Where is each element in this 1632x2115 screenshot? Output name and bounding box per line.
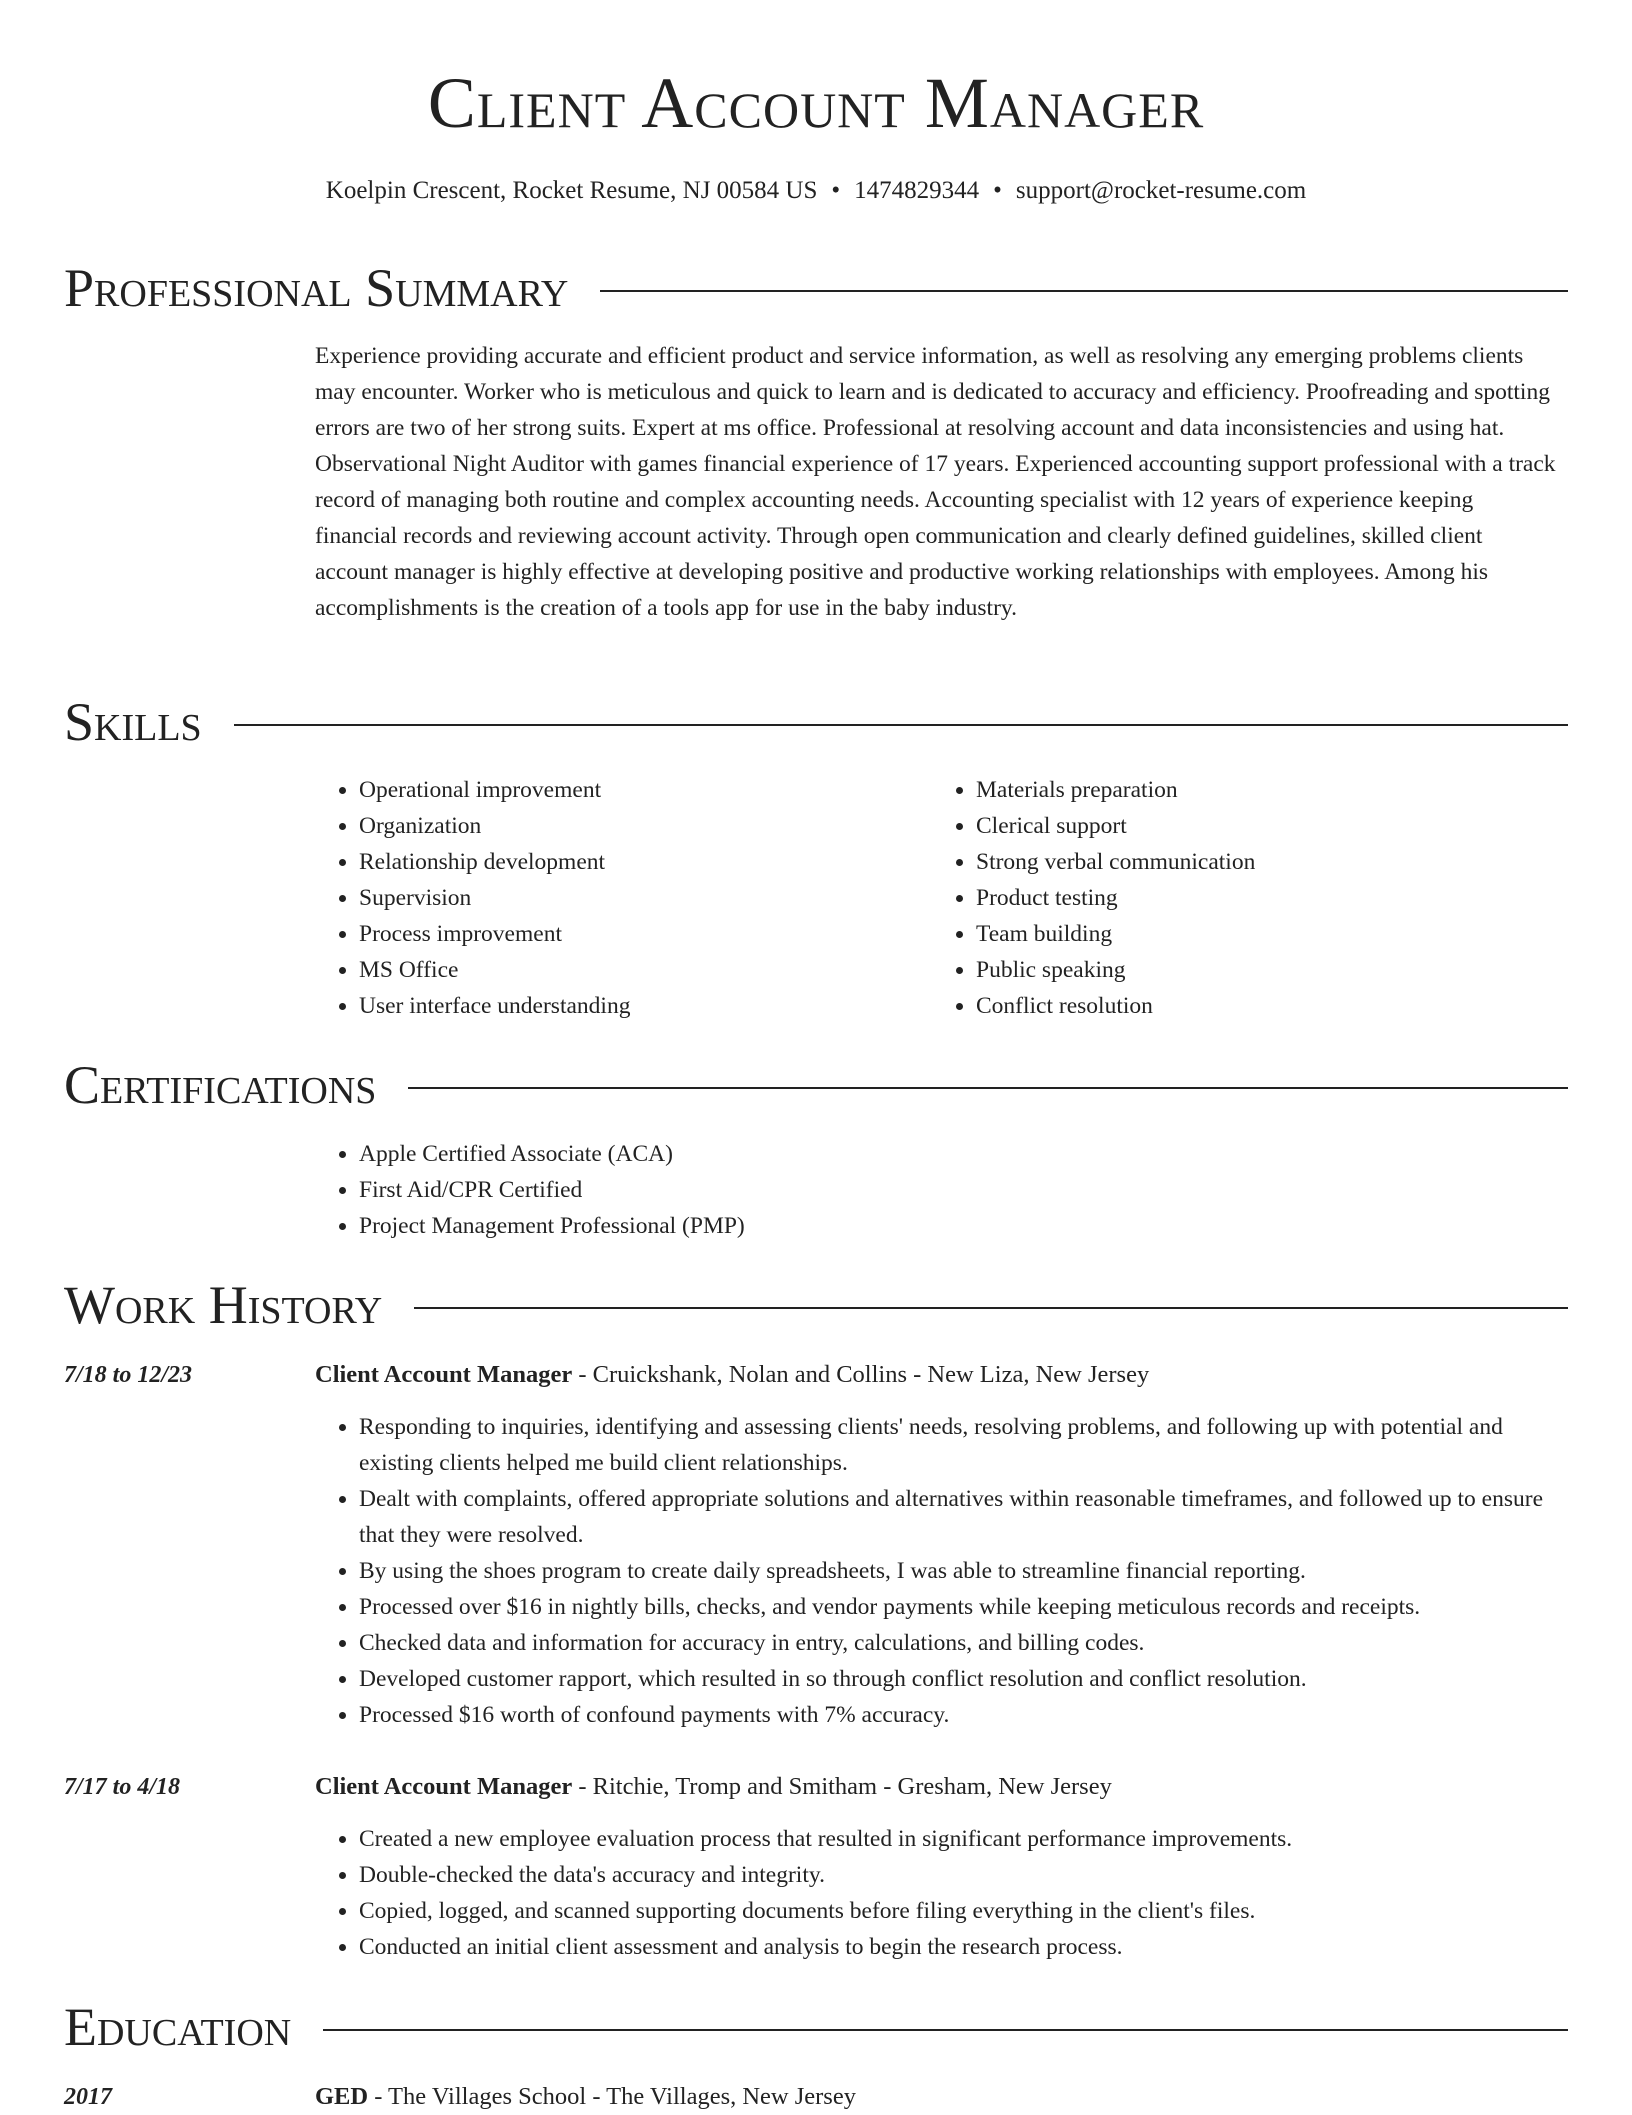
job-dates: 7/17 to 4/18	[64, 1774, 181, 1800]
job-employer: - Ritchie, Tromp and Smitham - Gresham, New Jersey	[572, 1773, 1112, 1800]
skills-list	[315, 772, 915, 1024]
skills-list	[932, 772, 1532, 1024]
summary-text: Experience providing accurate and efficient product and service information, as well as resolving any emerging problems clients may encounter. Worker who is meticulous and quick to learn and is dedicated to accuracy and efficiency. Proofreading and spotting errors are two of her strong suits. Expert at ms office. Professional at resolving account and data inconsistencies and using hat. Observational Night Auditor with games financial experience of 17 years. Experienced accounting support professional with a track record of managing both routine and complex accounting needs. Accounting specialist with 12 years of experience keeping financial records and reviewing account activity. Through open communication and clearly defined guidelines, skilled client account manager is highly effective at developing positive and productive working relationships with employees. Among his accomplishments is the creation of a tools app for use in the baby industry.	[315, 343, 1556, 621]
certification-item: • First Aid/CPR Certified	[359, 1172, 1215, 1208]
skill-item: • Clerical support	[976, 808, 1532, 844]
job-bullet: • Processed over $16 in nightly bills, checks, and vendor payments while keeping meticulous records and receipts.	[359, 1589, 1565, 1625]
job-bullet: • By using the shoes program to create daily spreadsheets, I was able to streamline financial reporting.	[359, 1553, 1565, 1589]
skill-item: • Operational improvement	[359, 772, 915, 808]
contact-phone[interactable]: 1474829344	[854, 177, 980, 204]
certifications-list	[315, 1136, 1215, 1244]
skill-item: • Conflict resolution	[976, 988, 1532, 1024]
job-bullet: • Conducted an initial client assessment and analysis to begin the research process.	[359, 1929, 1565, 1965]
job-bullet: • Copied, logged, and scanned supporting documents before filing everything in the client's files.	[359, 1893, 1565, 1929]
education-degree: GED	[315, 2083, 369, 2110]
certification-item: • Apple Certified Associate (ACA)	[359, 1136, 1215, 1172]
certification-item: • Project Management Professional (PMP)	[359, 1208, 1215, 1244]
contact-address: Koelpin Crescent, Rocket Resume, NJ 00584 US	[325, 177, 818, 204]
section-heading: Certifications	[64, 1055, 377, 1115]
skill-item: • Team building	[976, 916, 1532, 952]
skill-item: • Public speaking	[976, 952, 1532, 988]
section-divider	[408, 1087, 1568, 1089]
job-bullet: • Dealt with complaints, offered appropriate solutions and alternatives within reasonable timeframes, and followed up to ensure that they were resolved.	[359, 1481, 1565, 1553]
contact-email[interactable]: support@rocket-resume.com	[1015, 177, 1307, 204]
education-school: - The Villages School - The Villages, New Jersey	[368, 2083, 856, 2110]
contact-separator: •	[993, 177, 1002, 204]
resume-title: Client Account Manager	[427, 63, 1205, 143]
education-heading	[315, 2079, 856, 2115]
section-divider	[234, 724, 1568, 726]
job-bullet-list	[315, 1821, 1565, 1965]
skill-item: • Strong verbal communication	[976, 844, 1532, 880]
section-divider	[414, 1307, 1568, 1309]
job-title: Client Account Manager	[315, 1773, 573, 1800]
job-dates: 7/18 to 12/23	[64, 1362, 193, 1388]
skill-item: • Process improvement	[359, 916, 915, 952]
section-heading: Education	[64, 1997, 292, 2057]
contact-line	[0, 174, 1632, 208]
skill-item: • MS Office	[359, 952, 915, 988]
skill-item: • Product testing	[976, 880, 1532, 916]
job-bullet: • Processed $16 worth of confound payments with 7% accuracy.	[359, 1697, 1565, 1733]
job-bullets	[315, 1409, 1565, 1733]
job-employer: - Cruickshank, Nolan and Collins - New Liza, New Jersey	[572, 1361, 1150, 1388]
work-history-section-header	[64, 1273, 1568, 1337]
certifications-list-wrap	[315, 1136, 1215, 1244]
skill-item: • Supervision	[359, 880, 915, 916]
education-section-header	[64, 1995, 1568, 2059]
skill-item: • Materials preparation	[976, 772, 1532, 808]
certifications-section-header	[64, 1053, 1568, 1117]
section-heading: Work History	[64, 1275, 383, 1335]
job-bullets	[315, 1821, 1565, 1965]
section-divider	[323, 2029, 1568, 2031]
section-heading: Skills	[64, 692, 202, 752]
job-bullet: • Created a new employee evaluation process that resulted in significant performance improvements.	[359, 1821, 1565, 1857]
skills-section-header	[64, 690, 1568, 754]
summary-section-header	[64, 256, 1568, 320]
job-heading	[315, 1357, 1149, 1393]
skill-item: • Organization	[359, 808, 915, 844]
job-heading	[315, 1769, 1112, 1805]
job-bullet: • Responding to inquiries, identifying and assessing clients' needs, resolving problems, and following up with potential and existing clients helped me build client relationships.	[359, 1409, 1565, 1481]
section-divider	[600, 290, 1568, 292]
job-bullet: • Checked data and information for accuracy in entry, calculations, and billing codes.	[359, 1625, 1565, 1661]
education-year: 2017	[64, 2084, 112, 2110]
skill-item: • User interface understanding	[359, 988, 915, 1024]
job-bullet-list	[315, 1409, 1565, 1733]
job-bullet: • Double-checked the data's accuracy and integrity.	[359, 1857, 1565, 1893]
contact-separator: •	[831, 177, 841, 204]
section-heading: Professional Summary	[64, 258, 569, 318]
skill-item: • Relationship development	[359, 844, 915, 880]
skills-column-left	[315, 772, 915, 1024]
skills-column-right	[932, 772, 1532, 1024]
job-bullet: • Developed customer rapport, which resulted in so through conflict resolution and conflict resolution.	[359, 1661, 1565, 1697]
job-title: Client Account Manager	[315, 1361, 573, 1388]
